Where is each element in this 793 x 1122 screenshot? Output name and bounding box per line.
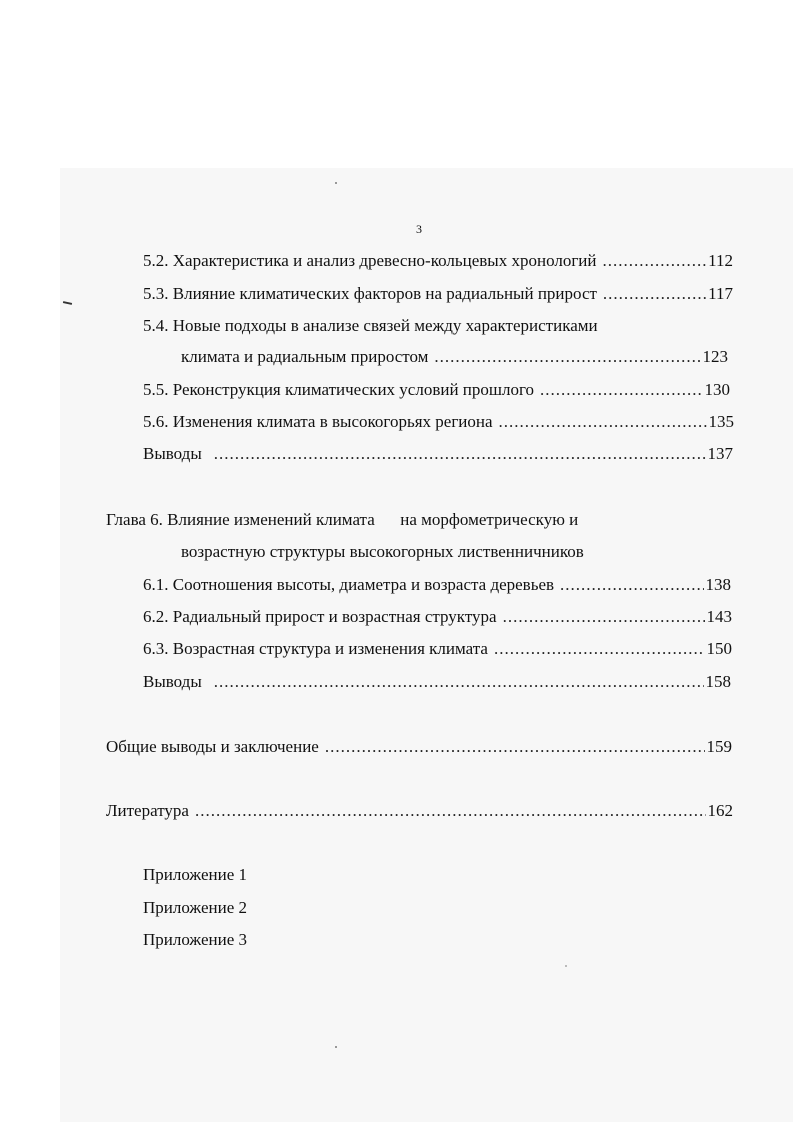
dot-leader	[560, 574, 703, 596]
toc-entry-title: климата и радиальным приростом	[181, 347, 429, 366]
scan-speck	[335, 182, 337, 184]
toc-entry-general-conclusions	[106, 736, 732, 758]
toc-entry-page: 117	[708, 284, 733, 303]
toc-entry-title: 5.3. Влияние климатических факторов на радиальный прирост	[143, 284, 597, 303]
dot-leader	[503, 606, 705, 628]
scan-speck	[565, 965, 567, 967]
toc-entry-5-5	[143, 379, 730, 401]
toc-entry-page: 130	[704, 380, 730, 399]
scan-speck	[335, 1046, 337, 1048]
toc-entry-page: 150	[706, 639, 732, 658]
dot-leader	[325, 736, 705, 758]
dot-leader	[434, 346, 700, 368]
toc-entry-page: 158	[705, 672, 731, 691]
toc-entry-conclusions-5	[143, 443, 733, 465]
toc-entry-5-3	[143, 283, 733, 305]
toc-entry-title: Выводы	[143, 444, 202, 463]
toc-entry-title: 5.5. Реконструкция климатических условий прошлого	[143, 380, 535, 399]
dot-leader	[494, 638, 705, 660]
toc-entry-page: 138	[705, 575, 731, 594]
toc-entry-page: 123	[702, 347, 728, 366]
dot-leader	[540, 379, 702, 401]
toc-entry-title: 6.3. Возрастная структура и изменения климата	[143, 639, 488, 658]
appendix-2: Приложение 2	[143, 898, 247, 917]
toc-entry-page: 135	[708, 412, 734, 431]
toc-entry-page: 112	[708, 251, 733, 270]
toc-entry-title: 6.1. Соотношения высоты, диаметра и возраста деревьев	[143, 575, 555, 594]
dot-leader	[214, 443, 706, 465]
dot-leader	[603, 250, 707, 272]
toc-entry-6-3	[143, 638, 732, 660]
toc-entry-title: Выводы	[143, 672, 202, 691]
toc-entry-5-6	[143, 411, 734, 433]
toc-entry-5-2	[143, 250, 733, 272]
toc-entry-page: 162	[707, 801, 733, 820]
toc-entry-5-4	[181, 346, 728, 368]
chapter-6-title-line2: возрастную структуры высокогорных лиственничников	[181, 542, 584, 561]
toc-entry-6-2	[143, 606, 732, 628]
toc-entry-page: 137	[707, 444, 733, 463]
dot-leader	[214, 671, 704, 693]
toc-entry-6-1	[143, 574, 731, 596]
toc-entry-literature	[106, 800, 733, 822]
appendix-3: Приложение 3	[143, 930, 247, 949]
toc-entry-5-4-line1: 5.4. Новые подходы в анализе связей между характеристиками	[143, 316, 598, 335]
toc-entry-title: 5.6. Изменения климата в высокогорьях региона	[143, 412, 493, 431]
toc-entry-title: 5.2. Характеристика и анализ древесно-кольцевых хронологий	[143, 251, 597, 270]
dot-leader	[499, 411, 707, 433]
chapter-6-title-line1: Глава 6. Влияние изменений климата на морфометрическую и	[106, 510, 579, 529]
dot-leader	[603, 283, 706, 305]
toc-entry-conclusions-6	[143, 671, 731, 693]
toc-entry-page: 143	[706, 607, 732, 626]
appendix-1: Приложение 1	[143, 865, 247, 884]
dot-leader	[195, 800, 706, 822]
toc-entry-page: 159	[706, 737, 732, 756]
toc-entry-title: 6.2. Радиальный прирост и возрастная структура	[143, 607, 497, 626]
page-number: 3	[416, 222, 422, 236]
toc-entry-title: Общие выводы и заключение	[106, 737, 319, 756]
toc-entry-title: Литература	[106, 801, 189, 820]
